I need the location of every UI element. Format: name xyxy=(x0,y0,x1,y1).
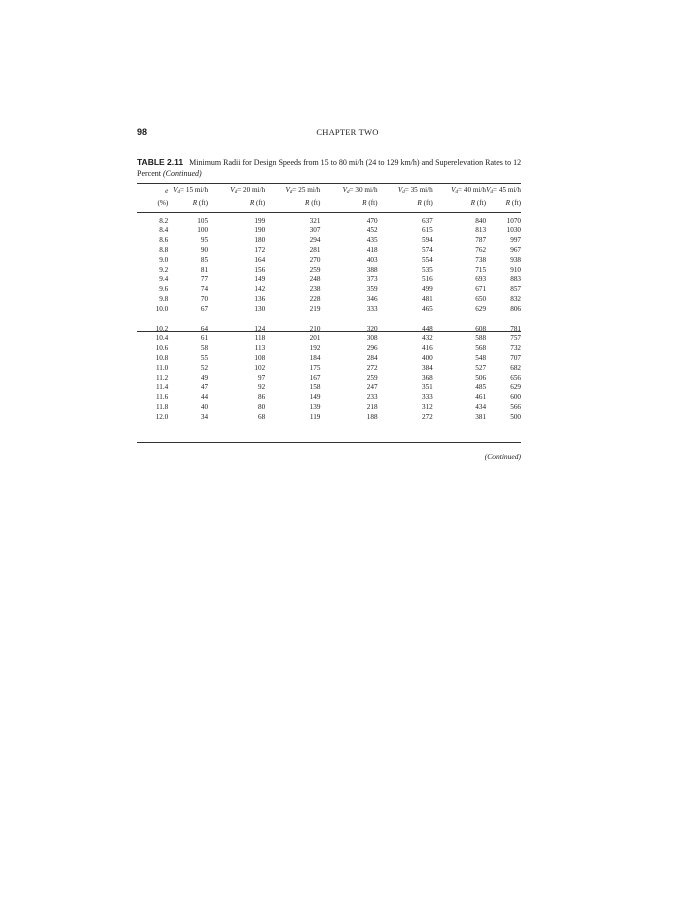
cell-superelevation: 10.2 xyxy=(155,324,169,333)
cell-radius: 465 xyxy=(421,304,433,313)
cell-radius: 416 xyxy=(421,344,433,353)
cell-radius: 373 xyxy=(366,275,378,284)
cell-radius: 74 xyxy=(200,285,209,294)
cell-superelevation: 10.6 xyxy=(155,344,169,353)
cell-superelevation: 9.4 xyxy=(159,275,169,284)
cell-radius: 149 xyxy=(309,393,321,402)
cell-radius: 108 xyxy=(254,353,266,362)
cell-radius: 284 xyxy=(366,353,378,362)
cell-radius: 64 xyxy=(200,324,209,333)
cell-radius: 403 xyxy=(366,255,378,264)
cell-radius: 499 xyxy=(421,285,433,294)
cell-radius: 400 xyxy=(421,353,433,362)
cell-superelevation: 9.2 xyxy=(159,265,169,274)
cell-radius: 188 xyxy=(366,412,378,421)
cell-radius: 715 xyxy=(475,265,487,274)
table-caption xyxy=(137,157,537,179)
cell-radius: 61 xyxy=(200,334,209,343)
cell-radius: 840 xyxy=(475,216,487,225)
cell-radius: 228 xyxy=(309,294,321,303)
cell-radius: 600 xyxy=(510,393,521,402)
cell-radius: 384 xyxy=(421,363,433,372)
cell-radius: 294 xyxy=(309,236,321,245)
table-body xyxy=(137,217,521,423)
header-radius-unit-6: R (ft) xyxy=(470,198,487,207)
cell-radius: 77 xyxy=(200,275,209,284)
cell-radius: 184 xyxy=(309,353,321,362)
table-row xyxy=(137,325,521,335)
cell-radius: 1070 xyxy=(506,216,521,225)
cell-radius: 81 xyxy=(200,265,209,274)
cell-radius: 68 xyxy=(258,412,266,421)
cell-radius: 554 xyxy=(421,255,433,264)
cell-radius: 813 xyxy=(475,226,487,235)
header-speed-3: $V_d= 25$ mi/h xyxy=(285,186,321,195)
header-spacer xyxy=(137,209,521,217)
cell-radius: 568 xyxy=(475,344,487,353)
table-bottom-rule xyxy=(137,442,521,443)
cell-superelevation: 10.8 xyxy=(155,353,169,362)
cell-radius: 164 xyxy=(254,255,266,264)
cell-radius: 199 xyxy=(254,216,266,225)
cell-radius: 233 xyxy=(366,393,378,402)
cell-radius: 738 xyxy=(475,255,487,264)
cell-radius: 320 xyxy=(366,324,378,333)
cell-superelevation: 11.6 xyxy=(155,393,169,402)
cell-radius: 192 xyxy=(309,344,321,353)
cell-radius: 119 xyxy=(309,412,321,421)
cell-radius: 190 xyxy=(254,226,266,235)
cell-radius: 574 xyxy=(421,245,433,254)
table-row xyxy=(137,344,521,354)
cell-radius: 95 xyxy=(200,236,209,245)
table-row xyxy=(137,383,521,393)
cell-radius: 40 xyxy=(200,402,209,411)
cell-radius: 55 xyxy=(200,353,209,362)
header-speed-7: $V_d= 45$ mi/h xyxy=(486,186,521,195)
cell-radius: 118 xyxy=(254,334,266,343)
cell-radius: 452 xyxy=(366,226,378,235)
table-label: TABLE 2.11 xyxy=(137,157,184,167)
cell-radius: 615 xyxy=(421,226,433,235)
cell-radius: 527 xyxy=(475,363,487,372)
cell-radius: 167 xyxy=(309,373,321,382)
cell-radius: 388 xyxy=(366,265,378,274)
cell-radius: 97 xyxy=(258,373,266,382)
cell-radius: 238 xyxy=(309,285,321,294)
cell-superelevation: 9.0 xyxy=(159,255,169,264)
cell-radius: 787 xyxy=(475,236,487,245)
cell-superelevation: 8.4 xyxy=(159,226,169,235)
cell-radius: 272 xyxy=(421,412,433,421)
cell-radius: 248 xyxy=(309,275,321,284)
page-number: 98 xyxy=(137,127,148,137)
table-row xyxy=(137,374,521,384)
cell-radius: 629 xyxy=(510,383,521,392)
header-e-unit: (%) xyxy=(157,198,169,207)
cell-radius: 142 xyxy=(254,285,266,294)
header-e: e xyxy=(165,187,169,195)
cell-radius: 432 xyxy=(421,334,433,343)
cell-radius: 516 xyxy=(421,275,433,284)
cell-radius: 70 xyxy=(200,294,209,303)
header-radius-unit-5: R (ft) xyxy=(417,198,433,207)
cell-radius: 461 xyxy=(475,393,487,402)
cell-radius: 219 xyxy=(309,304,321,313)
table-row xyxy=(137,236,521,246)
cell-radius: 1030 xyxy=(506,226,521,235)
table-row xyxy=(137,364,521,374)
table-row xyxy=(137,334,521,344)
cell-radius: 381 xyxy=(475,412,487,421)
cell-radius: 650 xyxy=(475,294,487,303)
cell-radius: 806 xyxy=(510,304,521,313)
cell-radius: 218 xyxy=(366,402,378,411)
table-row xyxy=(137,305,521,315)
cell-radius: 500 xyxy=(510,412,521,421)
cell-radius: 594 xyxy=(421,236,433,245)
cell-radius: 247 xyxy=(366,383,378,392)
cell-radius: 259 xyxy=(309,265,321,274)
header-radius-unit-1: R (ft) xyxy=(192,198,209,207)
cell-superelevation: 8.2 xyxy=(159,216,169,225)
cell-radius: 832 xyxy=(510,294,521,303)
table-title: Minimum Radii for Design Speeds from 15 to 80 mi/h (24 to 129 km/h) and Superelevation Rates to 12 Percent xyxy=(137,158,522,178)
cell-radius: 102 xyxy=(254,363,266,372)
cell-superelevation: 8.8 xyxy=(159,245,169,254)
cell-superelevation: 8.6 xyxy=(159,236,169,245)
cell-radius: 707 xyxy=(510,353,521,362)
cell-superelevation: 11.2 xyxy=(155,373,169,382)
cell-superelevation: 11.8 xyxy=(155,402,169,411)
cell-superelevation: 12.0 xyxy=(155,412,169,421)
cell-superelevation: 11.0 xyxy=(155,363,169,372)
cell-radius: 588 xyxy=(475,334,487,343)
cell-radius: 44 xyxy=(200,393,209,402)
header-speed-6: $V_d= 40$ mi/h xyxy=(451,186,487,195)
table-row xyxy=(137,246,521,256)
header-row-speeds xyxy=(137,185,521,198)
running-head: CHAPTER TWO xyxy=(316,127,379,137)
table-row xyxy=(137,226,521,236)
cell-radius: 90 xyxy=(200,245,209,254)
table-row xyxy=(137,266,521,276)
cell-radius: 149 xyxy=(254,275,266,284)
cell-radius: 997 xyxy=(510,236,521,245)
cell-radius: 321 xyxy=(309,216,321,225)
continued-note: (Continued) xyxy=(484,452,521,461)
table-row xyxy=(137,295,521,305)
table-row xyxy=(137,285,521,295)
header-speed-5: $V_d= 35$ mi/h xyxy=(397,186,433,195)
cell-radius: 272 xyxy=(366,363,378,372)
cell-radius: 180 xyxy=(254,236,266,245)
cell-radius: 418 xyxy=(366,245,378,254)
cell-radius: 92 xyxy=(258,383,266,392)
cell-radius: 857 xyxy=(510,285,521,294)
cell-radius: 566 xyxy=(510,402,521,411)
cell-radius: 58 xyxy=(200,344,209,353)
cell-radius: 308 xyxy=(366,334,378,343)
table-row xyxy=(137,217,521,227)
cell-superelevation: 9.8 xyxy=(159,294,169,303)
cell-superelevation: 11.4 xyxy=(155,383,169,392)
cell-radius: 762 xyxy=(475,245,487,254)
cell-radius: 535 xyxy=(421,265,433,274)
header-row-units xyxy=(137,198,521,209)
cell-radius: 938 xyxy=(510,255,521,264)
header-radius-unit-7: R (ft) xyxy=(505,198,521,207)
cell-radius: 757 xyxy=(510,334,521,343)
cell-radius: 156 xyxy=(254,265,266,274)
cell-radius: 506 xyxy=(475,373,487,382)
cell-radius: 359 xyxy=(366,285,378,294)
header-speed-4: $V_d= 30$ mi/h xyxy=(342,186,378,195)
cell-radius: 52 xyxy=(200,363,209,372)
cell-radius: 124 xyxy=(254,324,266,333)
cell-radius: 435 xyxy=(366,236,378,245)
cell-radius: 693 xyxy=(475,275,487,284)
table-row xyxy=(137,275,521,285)
cell-radius: 105 xyxy=(197,216,209,225)
cell-radius: 312 xyxy=(421,402,433,411)
cell-radius: 637 xyxy=(421,216,433,225)
cell-radius: 548 xyxy=(475,353,487,362)
cell-superelevation: 9.6 xyxy=(159,285,169,294)
cell-radius: 470 xyxy=(366,216,378,225)
table-top-rule xyxy=(137,183,521,184)
cell-radius: 307 xyxy=(309,226,321,235)
cell-radius: 34 xyxy=(200,412,209,421)
cell-radius: 732 xyxy=(510,344,521,353)
header-speed-1: $V_d= 15$ mi/h xyxy=(173,186,209,195)
cell-radius: 49 xyxy=(200,373,209,382)
cell-radius: 136 xyxy=(254,294,266,303)
table-caption-continued: (Continued) xyxy=(163,169,202,178)
cell-radius: 910 xyxy=(510,265,521,274)
radii-table xyxy=(137,185,521,423)
cell-radius: 113 xyxy=(254,344,266,353)
header-speed-2: $V_d= 20$ mi/h xyxy=(230,186,266,195)
cell-superelevation: 10.4 xyxy=(155,334,169,343)
cell-radius: 85 xyxy=(200,255,209,264)
cell-radius: 682 xyxy=(510,363,521,372)
header-radius-unit-2: R (ft) xyxy=(249,198,266,207)
cell-radius: 656 xyxy=(510,373,521,382)
table-row xyxy=(137,354,521,364)
cell-radius: 333 xyxy=(366,304,378,313)
cell-radius: 86 xyxy=(258,393,266,402)
cell-radius: 80 xyxy=(258,402,266,411)
cell-radius: 259 xyxy=(366,373,378,382)
cell-radius: 351 xyxy=(421,383,433,392)
cell-radius: 883 xyxy=(510,275,521,284)
header-radius-unit-4: R (ft) xyxy=(362,198,378,207)
cell-radius: 158 xyxy=(309,383,321,392)
cell-radius: 175 xyxy=(309,363,321,372)
header-radius-unit-3: R (ft) xyxy=(305,198,321,207)
cell-radius: 172 xyxy=(254,245,266,254)
cell-radius: 281 xyxy=(309,245,321,254)
cell-radius: 210 xyxy=(309,324,321,333)
cell-radius: 130 xyxy=(254,304,266,313)
cell-radius: 485 xyxy=(475,383,487,392)
cell-radius: 481 xyxy=(421,294,433,303)
cell-radius: 608 xyxy=(475,324,487,333)
cell-radius: 346 xyxy=(366,294,378,303)
table-row xyxy=(137,403,521,413)
cell-radius: 333 xyxy=(421,393,433,402)
group-gap xyxy=(137,315,521,325)
cell-radius: 47 xyxy=(200,383,209,392)
cell-radius: 100 xyxy=(197,226,209,235)
cell-radius: 967 xyxy=(510,245,521,254)
cell-radius: 671 xyxy=(475,285,487,294)
table-row xyxy=(137,256,521,266)
cell-radius: 629 xyxy=(475,304,487,313)
table-row xyxy=(137,393,521,403)
cell-radius: 368 xyxy=(421,373,433,382)
cell-radius: 139 xyxy=(309,402,321,411)
table-row xyxy=(137,413,521,423)
cell-radius: 270 xyxy=(309,255,321,264)
cell-radius: 448 xyxy=(421,324,433,333)
cell-radius: 201 xyxy=(309,334,321,343)
cell-radius: 781 xyxy=(510,324,521,333)
cell-superelevation: 10.0 xyxy=(155,304,169,313)
cell-radius: 67 xyxy=(200,304,209,313)
cell-radius: 296 xyxy=(366,344,378,353)
cell-radius: 434 xyxy=(475,402,487,411)
